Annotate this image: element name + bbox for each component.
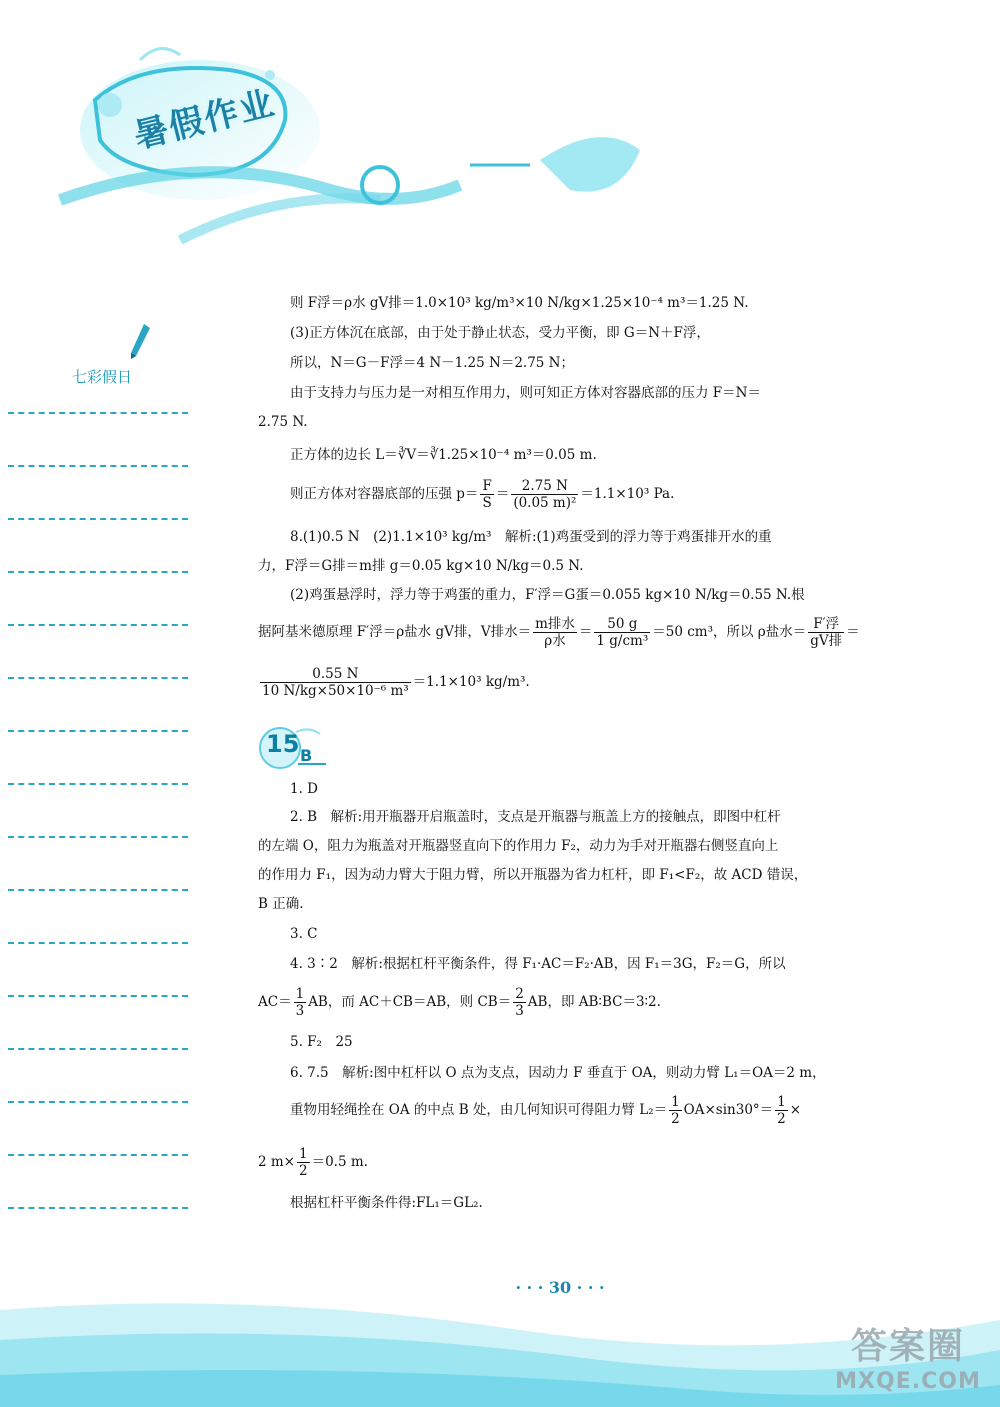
note-line <box>8 518 188 520</box>
note-line <box>8 889 188 891</box>
note-line <box>8 1048 188 1050</box>
answer-line: (3)正方体沉在底部，由于处于静止状态，受力平衡，即 G＝N＋F浮， <box>290 325 710 341</box>
note-line <box>8 677 188 679</box>
q4-formula-line: AC＝ $\frac{1}{3}$ AB，而 AC＋CB＝AB，则 CB＝ $\frac{2}{3}$ AB，即 AB∶BC＝3∶2. <box>258 986 661 1019</box>
q6-line: 6. 7.5 解析:图中杠杆以 O 点为支点，因动力 F 垂直于 OA，则动力臂 L₁＝OA＝2 m， <box>290 1065 826 1081</box>
note-line <box>8 783 188 785</box>
page-number: · · · 30 · · · <box>515 1278 605 1297</box>
q8-formula-line: 据阿基米德原理 F′浮＝ρ盐水 gV排，V排水＝ $\frac{\text{m排水}}{\text{ρ水}}$ ＝ $\frac{50 g}{\text{1 g/cm³}}$ ＝50 cm³，所以 ρ盐水＝ $\frac{\text{F′浮}}{\text{gV排}}$ ＝ <box>258 616 860 649</box>
note-line <box>8 942 188 944</box>
note-line <box>8 412 188 414</box>
edge-length-line: 正方体的边长 L＝∛V＝∛1.25×10⁻⁴ m³＝0.05 m. <box>290 447 597 463</box>
pressure-line: 则正方体对容器底部的压强 p＝ $\frac{F}{S}$ ＝ $\frac{2.75 N}{\text{(0.05 m)²}}$ ＝1.1×10³ Pa. <box>290 478 675 511</box>
fraction: $\frac{F}{S}$ <box>482 478 492 511</box>
fraction: $\frac{\text{m排水}}{\text{ρ水}}$ <box>535 616 575 649</box>
q5-line: 5. F₂ 25 <box>290 1034 353 1050</box>
side-label: 七彩假日 <box>72 368 133 386</box>
q2-line: 的作用力 F₁，因为动力臂大于阻力臂，所以开瓶器为省力杠杆，即 F₁<F₂，故 ACD 错误， <box>258 867 808 883</box>
header-banner-decoration <box>0 0 700 260</box>
note-line <box>8 836 188 838</box>
answer-line: 由于支持力与压力是一对相互作用力，则可知正方体对容器底部的压力 F＝N＝ <box>290 385 761 401</box>
banner-title: 暑假作业 <box>130 83 280 157</box>
fraction: $\frac{0.55 N}{\text{10 N/kg×50×10⁻⁶ m³}}$ <box>262 666 409 699</box>
fraction: $\frac{1}{3}$ <box>295 986 305 1019</box>
q4-line: 4. 3∶2 解析:根据杠杆平衡条件，得 F₁·AC＝F₂·AB，因 F₁＝3G，F₂＝G，所以 <box>290 956 786 972</box>
fraction: $\frac{\text{F′浮}}{\text{gV排}}$ <box>810 616 843 649</box>
fraction: $\frac{1}{2}$ <box>299 1146 308 1179</box>
q6-formula-line: 重物用轻绳拴在 OA 的中点 B 处，由几何知识可得阻力臂 L₂＝ $\frac{1}{2}$ OA×sin30°＝ $\frac{1}{2}$ × <box>290 1094 802 1127</box>
note-line <box>8 1207 188 1209</box>
fraction: $\frac{1}{2}$ <box>777 1094 786 1127</box>
fraction: $\frac{2}{3}$ <box>515 986 524 1019</box>
watermark <box>818 1318 998 1394</box>
q8-line: 8.(1)0.5 N (2)1.1×10³ kg/m³ 解析:(1)鸡蛋受到的浮力等于鸡蛋排开水的重 <box>290 529 772 545</box>
pen-icon <box>128 322 152 362</box>
q8-line: 力，F浮＝G排＝m排 g＝0.05 kg×10 N/kg＝0.5 N. <box>258 558 584 574</box>
note-line <box>8 1154 188 1156</box>
note-line <box>8 730 188 732</box>
fraction: $\frac{2.75 N}{\text{(0.05 m)²}}$ <box>513 478 577 511</box>
watermark-site: MXQE.COM <box>835 1369 981 1394</box>
q2-line: 2. B 解析:用开瓶器开启瓶盖时，支点是开瓶器与瓶盖上方的接触点，即图中杠杆 <box>290 809 781 825</box>
note-line <box>8 995 188 997</box>
watermark-logo: 答案圈 <box>850 1326 965 1367</box>
q1-line: 1. D <box>290 781 318 797</box>
note-line <box>8 1101 188 1103</box>
q6-result-line: 2 m× $\frac{1}{2}$ ＝0.5 m. <box>258 1146 368 1179</box>
section-letter: B <box>300 746 313 765</box>
fraction: $\frac{1}{2}$ <box>671 1094 680 1127</box>
answer-line: 则 F浮＝ρ水 gV排＝1.0×10³ kg/m³×10 N/kg×1.25×10⁻⁴ m³＝1.25 N. <box>290 295 749 311</box>
q6-line: 根据杠杆平衡条件得:FL₁＝GL₂. <box>290 1195 483 1211</box>
fraction: $\frac{50 g}{\text{1 g/cm³}}$ <box>596 616 649 649</box>
answer-line: 2.75 N. <box>258 414 308 430</box>
answer-line: 所以，N＝G－F浮＝4 N－1.25 N＝2.75 N； <box>290 355 574 371</box>
note-line <box>8 624 188 626</box>
q2-line: B 正确. <box>258 896 304 912</box>
q8-line: (2)鸡蛋悬浮时，浮力等于鸡蛋的重力，F′浮＝G蛋＝0.055 kg×10 N/kg＝0.55 N.根 <box>290 587 805 603</box>
note-line <box>8 571 188 573</box>
section-number: 15 <box>266 730 300 758</box>
q8-result-line: $\frac{0.55 N}{\text{10 N/kg×50×10⁻⁶ m³}}$ ＝1.1×10³ kg/m³. <box>262 666 530 699</box>
note-line <box>8 465 188 467</box>
q2-line: 的左端 O，阻力为瓶盖对开瓶器竖直向下的作用力 F₂，动力为手对开瓶器右侧竖直向上 <box>258 838 779 854</box>
q3-line: 3. C <box>290 926 318 942</box>
